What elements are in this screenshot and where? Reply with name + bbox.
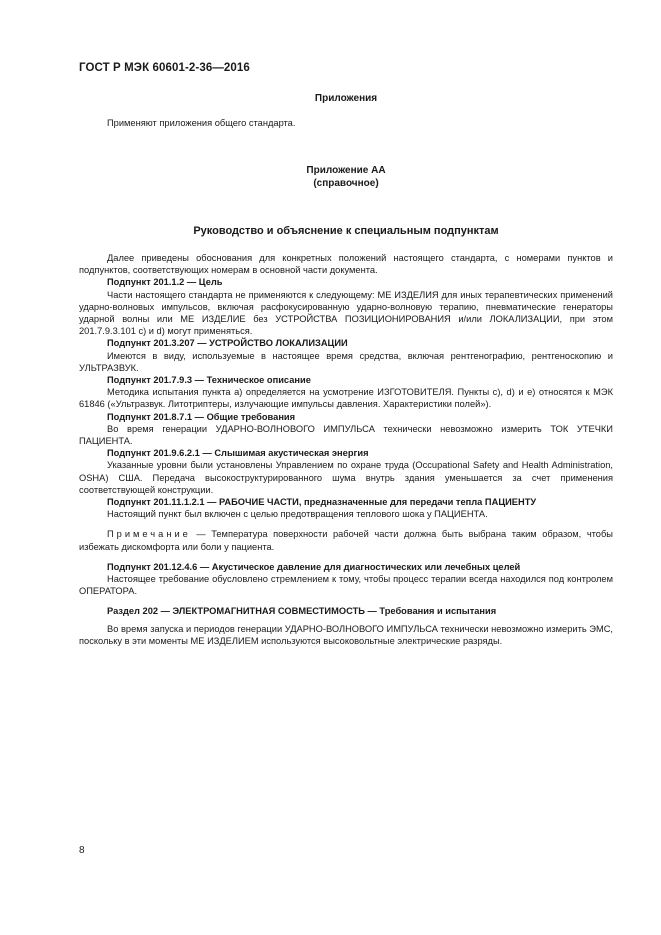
section-heading: Подпункт 201.12.4.6 — Акустическое давление для диагностических или лечебных целей — [107, 561, 521, 572]
annex-body — [79, 252, 613, 647]
section-text: Настоящий пункт был включен с целью предотвращения теплового шока у ПАЦИЕНТА. — [107, 509, 488, 520]
section-text: Части настоящего стандарта не применяются к следующему: МЕ ИЗДЕЛИЯ для иных терапевтических применений ударно-волновых импульсов, включая расфокусированную ударно-волновую терапию, пневматические генераторы ударной волны или МЕ ИЗДЕЛИЕ без УСТРОЙСТВА ПОЗИЦИОНИРОВАНИЯ и/или ЛОКАЛИЗАЦИИ, при этом 201.7.9.3.101 c) и d) могут применяться. — [79, 289, 613, 337]
section-heading: Подпункт 201.3.207 — УСТРОЙСТВО ЛОКАЛИЗАЦИИ — [107, 338, 348, 349]
page-number: 8 — [79, 845, 85, 856]
section-text: Настоящее требование обусловлено стремлением к тому, чтобы процесс терапии всегда находился под контролем ОПЕРАТОРА. — [79, 574, 613, 597]
section-heading: Подпункт 201.1.2 — Цель — [107, 277, 223, 288]
section-text: Указанные уровни были установлены Управлением по охране труда (Occupational Safety and Health Administration, OSHA) США. Передача высокоструктурированного шума внутрь здания уменьшается за счет применения соответствующей конструкции. — [79, 460, 613, 495]
note-text: — Температура поверхности рабочей части должна быть выбрана таким образом, чтобы избежать дискомфорта или боли у пациента. — [79, 529, 613, 552]
section-heading: Подпункт 201.8.7.1 — Общие требования — [107, 411, 296, 422]
section-heading: Подпункт 201.9.6.2.1 — Слышимая акустическая энергия — [107, 448, 369, 459]
annexes-text-block — [79, 117, 613, 129]
section-text: Во время генерации УДАРНО-ВОЛНОВОГО ИМПУЛЬСА технически невозможно измерить ТОК УТЕЧКИ ПАЦИЕНТА. — [79, 423, 613, 447]
annexes-title: Приложения — [314, 93, 378, 104]
section-text: Имеются в виду, используемые в настоящее время средства, включая рентгенографию, рентгеноскопию и УЛЬТРАЗВУК. — [79, 350, 613, 373]
section-text: Методика испытания пункта а) определяется на усмотрение ИЗГОТОВИТЕЛЯ. Пункты с), d) и е) относятся к МЭК 61846 («Ультразвук. Литотриптеры, излучающие импульсы давления. Характеристики полей»). — [79, 387, 613, 410]
section-heading: Подпункт 201.11.1.2.1 — РАБОЧИЕ ЧАСТИ, предназначенные для передачи тепла ПАЦИЕНТУ — [107, 497, 537, 508]
intro-paragraph: Далее приведены обоснования для конкретных положений настоящего стандарта, с номерами пунктов и подпунктов, соответствующих номерам в основной части документа. — [79, 253, 613, 276]
document-code-header: ГОСТ Р МЭК 60601-2-36—2016 — [79, 62, 250, 74]
annexes-text: Применяют приложения общего стандарта. — [107, 118, 296, 128]
note-paragraph — [79, 528, 613, 552]
section-heading: Подпункт 201.7.9.3 — Техническое описание — [107, 375, 311, 386]
annex-aa-title: Приложение АА — [306, 165, 386, 176]
note-label: Примечание — [107, 529, 191, 540]
annex-aa-kind: (справочное) — [313, 178, 379, 189]
section-heading: Раздел 202 — ЭЛЕКТРОМАГНИТНАЯ СОВМЕСТИМОСТЬ — Требования и испытания — [107, 606, 497, 617]
annex-aa-heading: Руководство и объяснение к специальным подпунктам — [193, 225, 499, 237]
section-text: Во время запуска и периодов генерации УДАРНО-ВОЛНОВОГО ИМПУЛЬСА технически невозможно измерить ЭМС, поскольку в эти моменты МЕ ИЗДЕЛИЕМ используются высоковольтные электрические разряды. — [79, 623, 613, 646]
